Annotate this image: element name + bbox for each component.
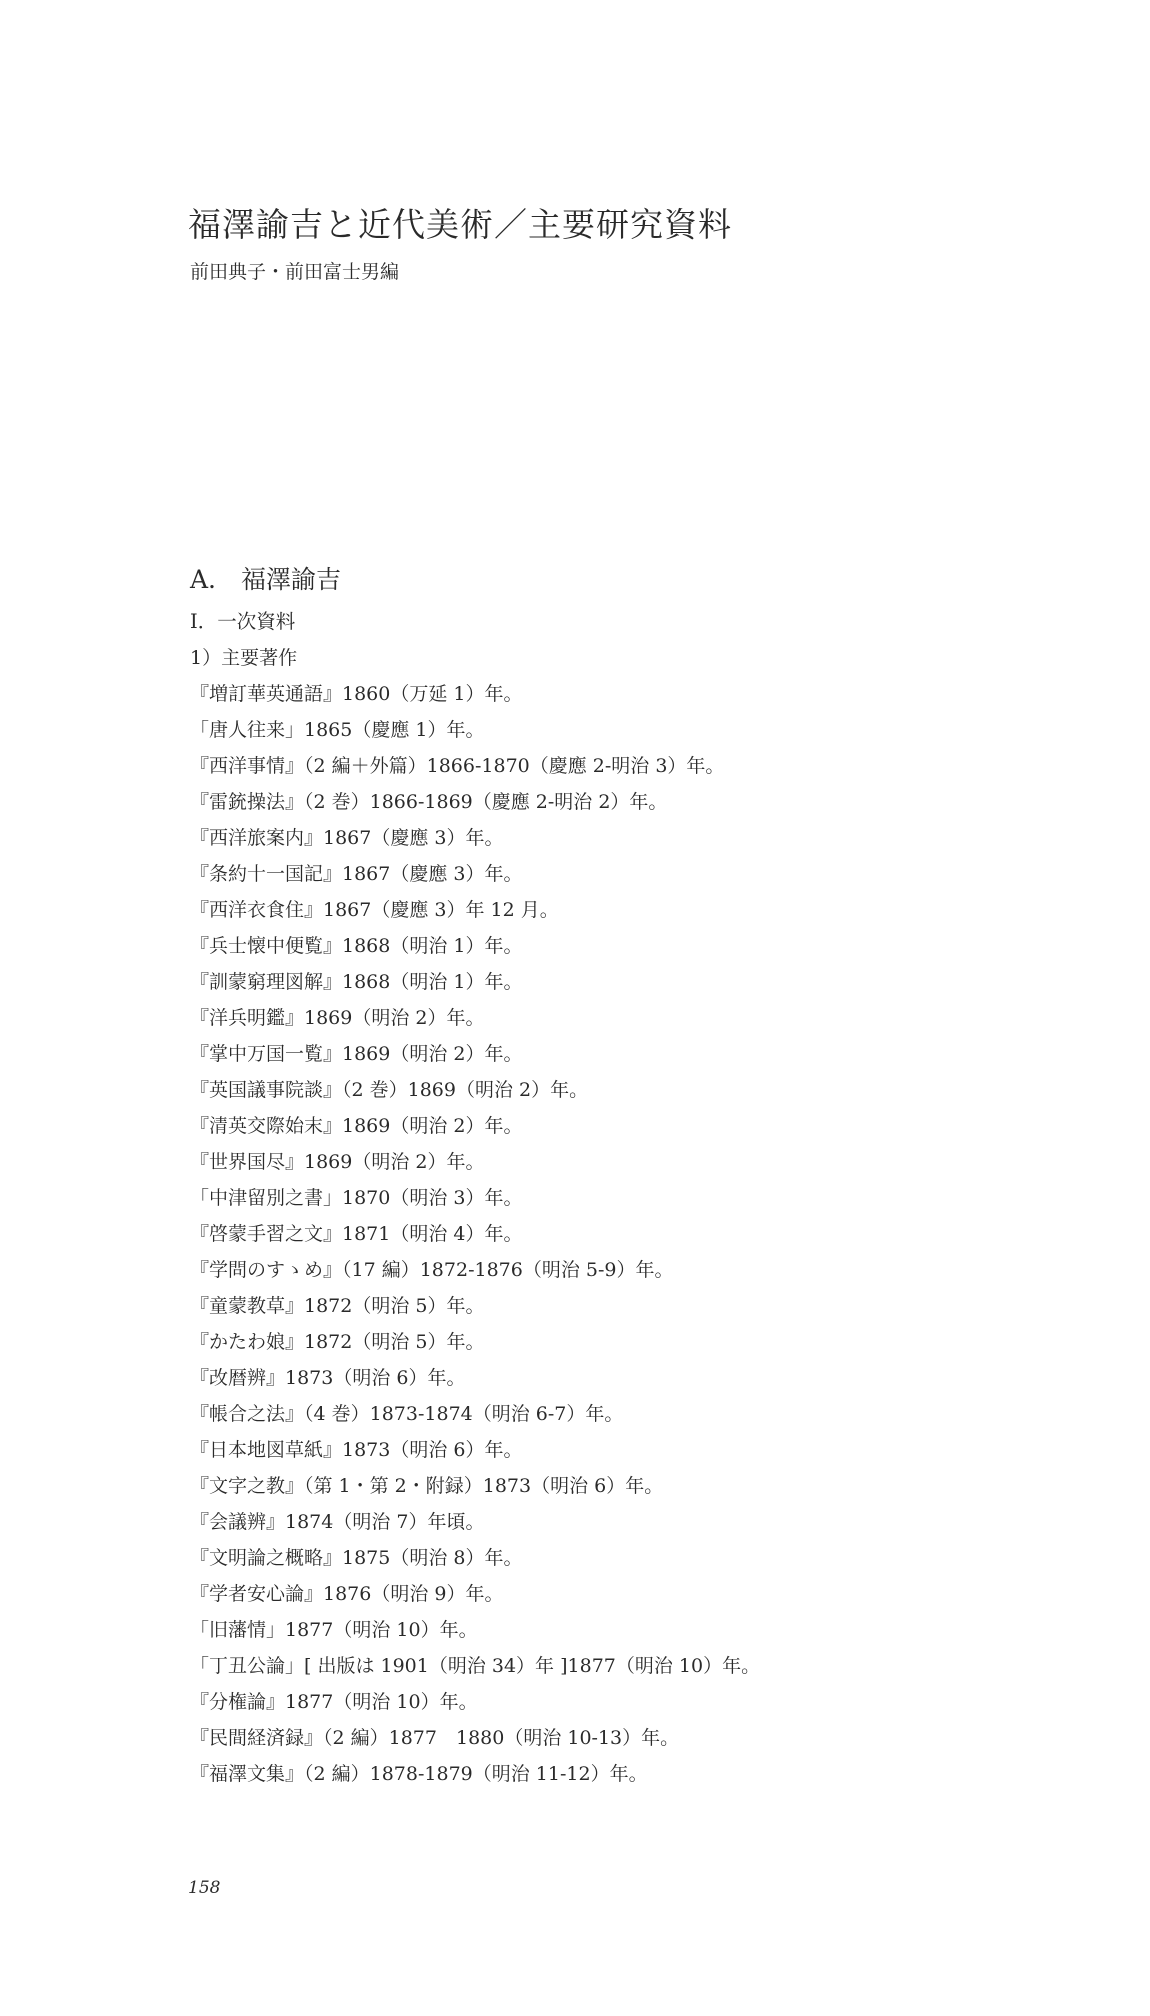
bibliography-entry: 『掌中万国一覧』1869（明治 2）年。 [190,1043,523,1065]
bibliography-entry: 『条約十一国記』1867（慶應 3）年。 [190,863,523,885]
bibliography-entry: 『西洋衣食住』1867（慶應 3）年 12 月。 [190,899,559,921]
bibliography-entry: 『西洋事情』（2 編＋外篇）1866-1870（慶應 2-明治 3）年。 [190,755,725,777]
bibliography-entry: 『英国議事院談』（2 巻）1869（明治 2）年。 [190,1079,589,1101]
bibliography-entry: 『増訂華英通語』1860（万延 1）年。 [190,683,523,705]
page-number: 158 [188,1878,221,1898]
section-heading: A. 福澤諭吉 [190,565,342,594]
bibliography-entry: 『西洋旅案内』1867（慶應 3）年。 [190,827,504,849]
bibliography-entry: 『文字之教』（第 1・第 2・附録）1873（明治 6）年。 [190,1475,664,1497]
authors-line: 前田典子・前田富士男編 [190,261,400,283]
bibliography-entry: 『訓蒙窮理図解』1868（明治 1）年。 [190,971,523,993]
bibliography-entry: 『福澤文集』（2 編）1878-1879（明治 11-12）年。 [190,1763,648,1785]
subsubsection-heading: 1）主要著作 [190,647,298,669]
bibliography-entry: 『日本地図草紙』1873（明治 6）年。 [190,1439,523,1461]
bibliography-entry: 『雷銃操法』（2 巻）1866-1869（慶應 2-明治 2）年。 [190,791,668,813]
bibliography-entry: 『帳合之法』（4 巻）1873-1874（明治 6-7）年。 [190,1403,624,1425]
page-title: 福澤諭吉と近代美術／主要研究資料 [188,205,732,244]
bibliography-entry: 『兵士懐中便覧』1868（明治 1）年。 [190,935,523,957]
bibliography-entry: 『学者安心論』1876（明治 9）年。 [190,1583,504,1605]
bibliography-entry: 『学問のすゝめ』（17 編）1872-1876（明治 5-9）年。 [190,1259,674,1281]
bibliography-entry: 「丁丑公論」[ 出版は 1901（明治 34）年 ]1877（明治 10）年。 [190,1655,761,1677]
bibliography-entry: 『啓蒙手習之文』1871（明治 4）年。 [190,1223,523,1245]
bibliography-entry: 『世界国尽』1869（明治 2）年。 [190,1151,485,1173]
bibliography-entry: 『童蒙教草』1872（明治 5）年。 [190,1295,485,1317]
bibliography-entry: 「旧藩情」1877（明治 10）年。 [190,1619,478,1641]
entries-container [190,676,1090,1792]
bibliography-entry: 『清英交際始末』1869（明治 2）年。 [190,1115,523,1137]
bibliography-entry: 『民間経済録』（2 編）1877 1880（明治 10-13）年。 [190,1727,680,1749]
bibliography-entry: 『改暦辨』1873（明治 6）年。 [190,1367,466,1389]
subsection-heading: Ⅰ．一次資料 [190,610,296,633]
bibliography-entry: 「中津留別之書」1870（明治 3）年。 [190,1187,523,1209]
bibliography-list [190,604,1090,1792]
bibliography-entry: 『かたわ娘』1872（明治 5）年。 [190,1331,485,1353]
bibliography-entry: 『会議辨』1874（明治 7）年頃。 [190,1511,485,1533]
bibliography-entry: 『文明論之概略』1875（明治 8）年。 [190,1547,523,1569]
bibliography-entry: 「唐人往来」1865（慶應 1）年。 [190,719,485,741]
bibliography-entry: 『分権論』1877（明治 10）年。 [190,1691,478,1713]
bibliography-entry: 『洋兵明鑑』1869（明治 2）年。 [190,1007,485,1029]
